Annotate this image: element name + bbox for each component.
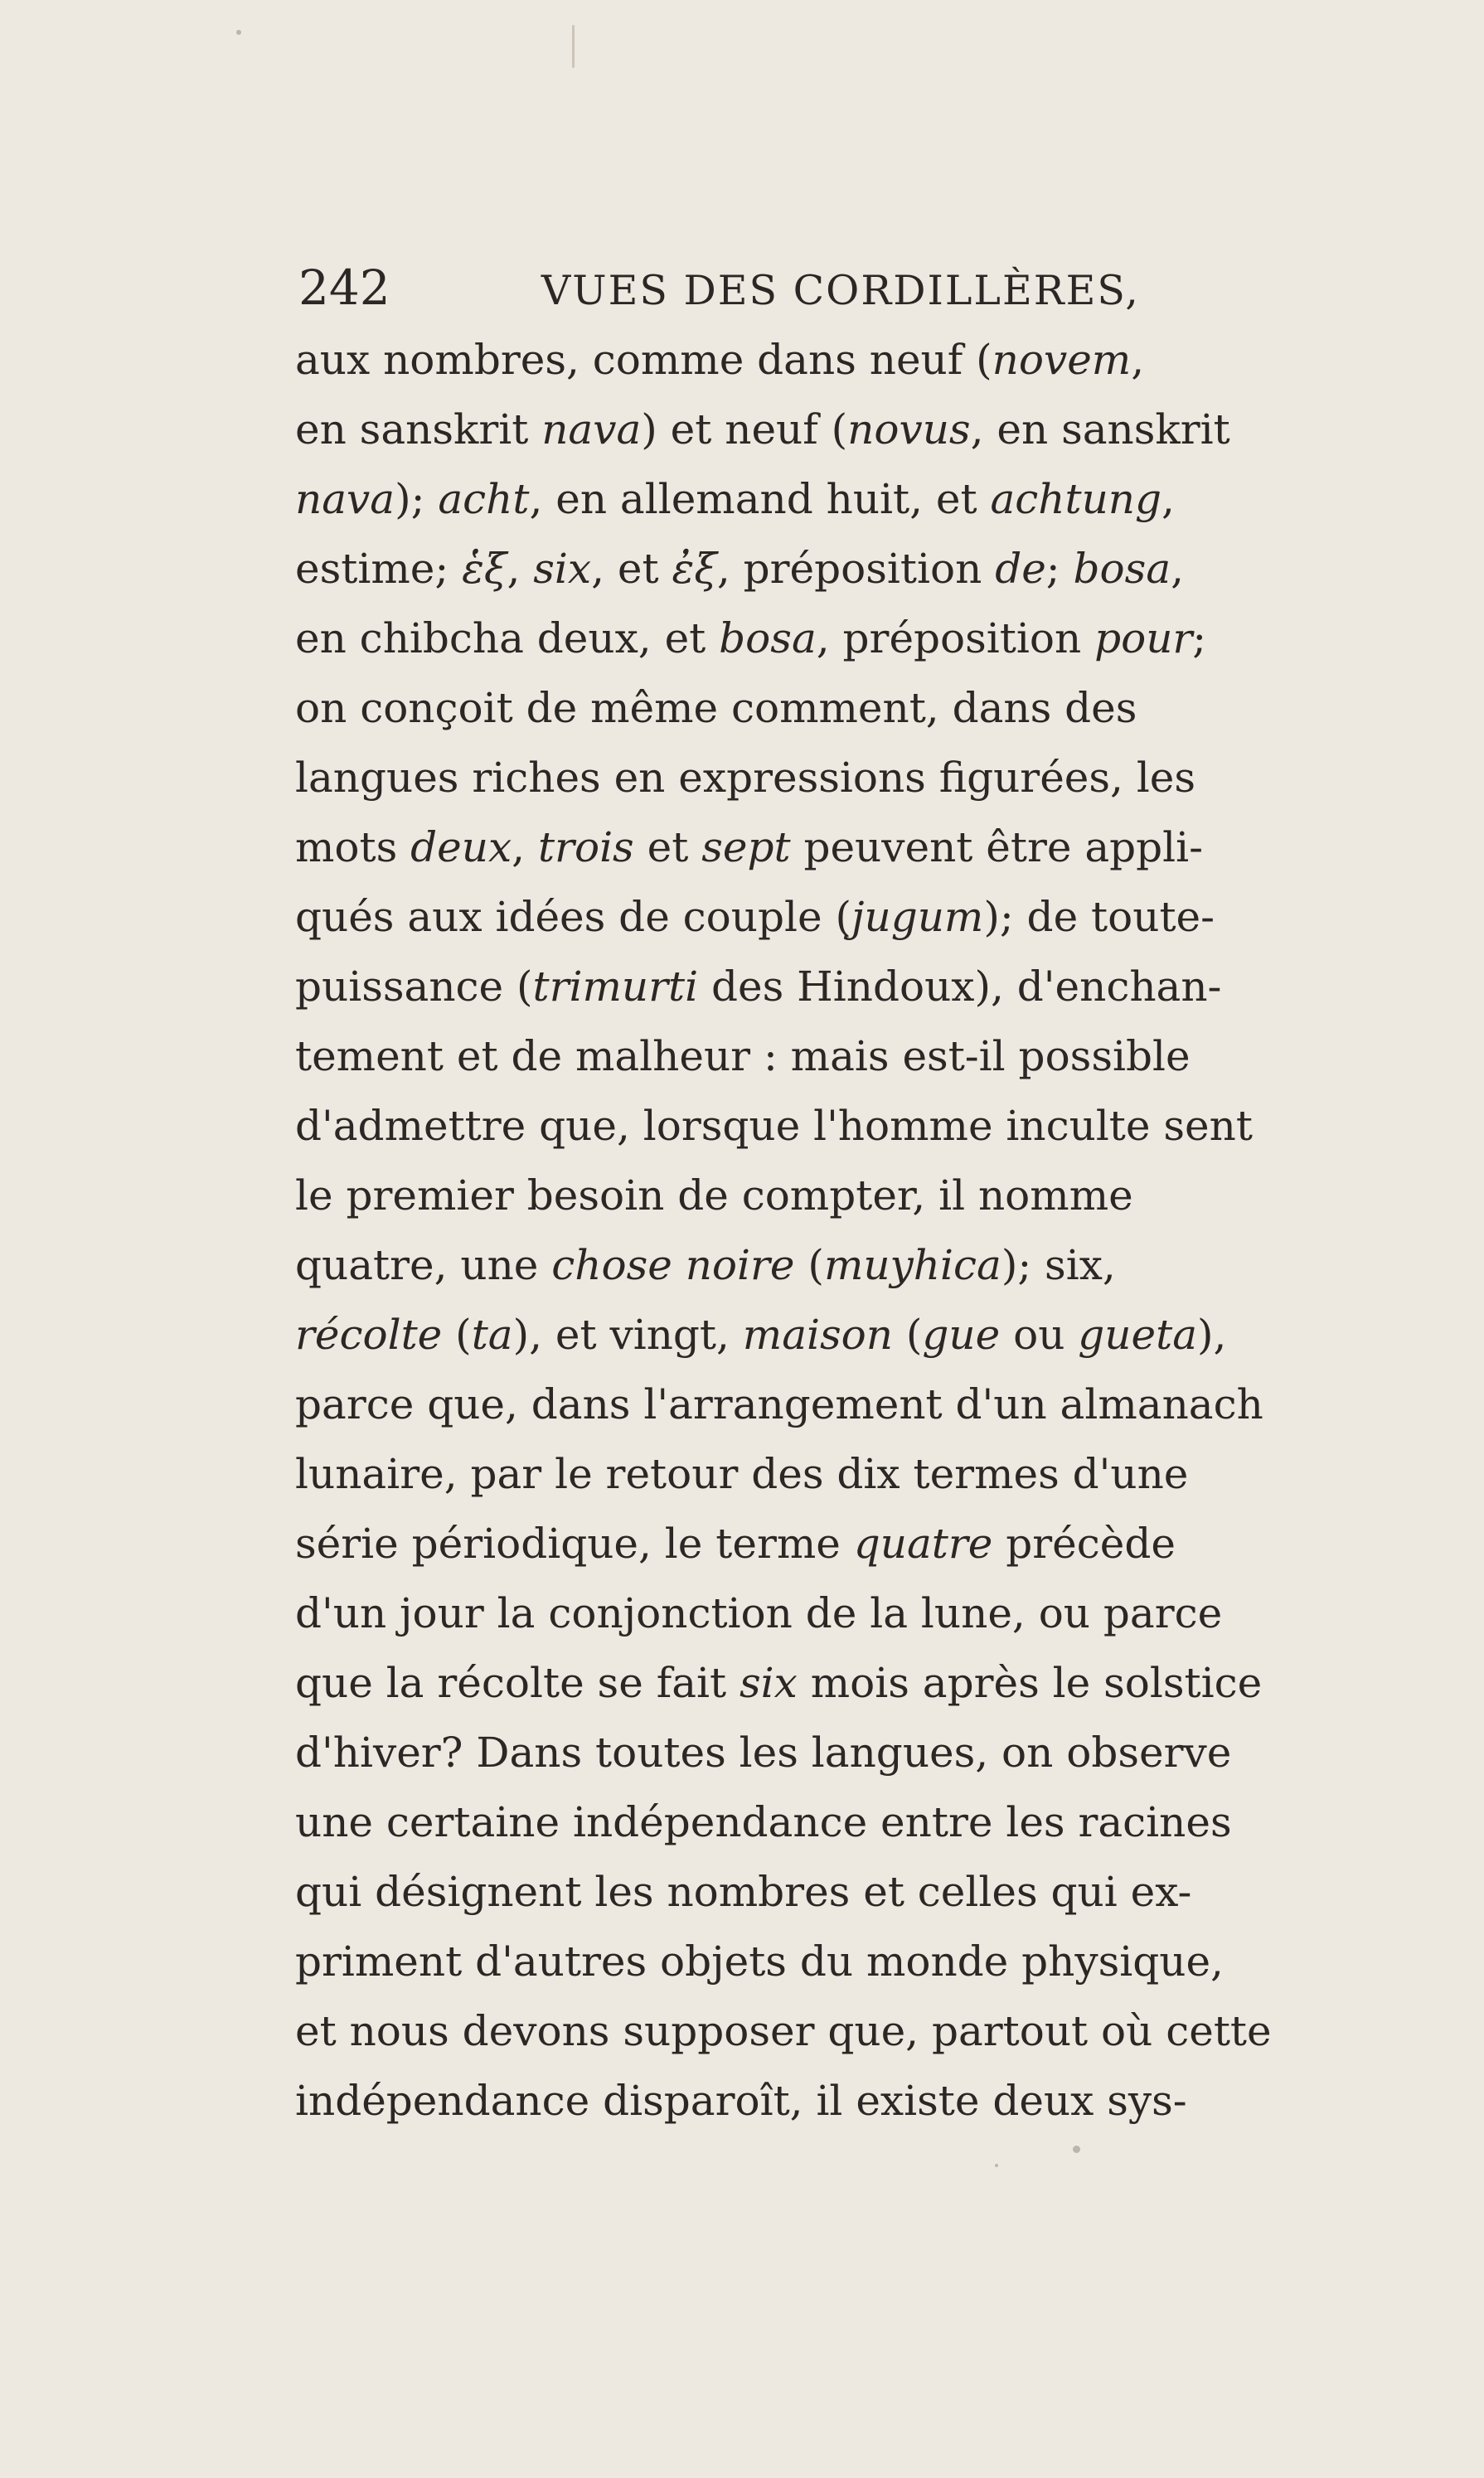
body-text	[295, 325, 1331, 2132]
paper-speck	[1073, 2146, 1080, 2153]
text-line	[295, 1161, 1331, 1230]
text-segment: d'un jour la conjonction de la lune, ou parce	[295, 1589, 1223, 1637]
text-segment: langues riches en expressions figurées, les	[295, 754, 1196, 802]
italic-text: novem	[992, 336, 1132, 384]
text-line	[295, 325, 1331, 395]
italic-text: de	[995, 545, 1046, 593]
text-line	[295, 1996, 1331, 2066]
italic-text: six	[533, 545, 592, 593]
text-segment: indépendance disparoît, il existe deux sys-	[295, 2077, 1187, 2125]
text-line	[295, 882, 1331, 952]
text-segment: ), et vingt,	[512, 1311, 743, 1359]
italic-text: achtung	[990, 475, 1161, 523]
text-segment: précède	[992, 1520, 1176, 1568]
text-segment: (	[794, 1241, 824, 1289]
text-segment: , en allemand huit, et	[529, 475, 991, 523]
text-line	[295, 1927, 1331, 1996]
text-line	[295, 1509, 1331, 1578]
page-number: 242	[298, 259, 390, 316]
text-line	[295, 1300, 1331, 1370]
text-segment: ;	[1045, 545, 1074, 593]
text-segment: mois après le solstice	[797, 1659, 1263, 1707]
italic-text: récolte	[295, 1311, 443, 1359]
italic-text: ἑξ	[462, 545, 507, 593]
text-line	[295, 812, 1331, 882]
italic-text: novus	[847, 405, 971, 453]
text-segment: d'hiver? Dans toutes les langues, on observe	[295, 1729, 1232, 1777]
italic-text: trois	[537, 823, 634, 871]
text-segment: priment d'autres objets du monde physique,	[295, 1937, 1224, 1986]
text-segment: en sanskrit	[295, 405, 542, 453]
paper-speck	[572, 25, 575, 68]
text-segment: quatre, une	[295, 1241, 552, 1289]
italic-text: jugum	[851, 893, 984, 941]
text-segment: lunaire, par le retour des dix termes d'une	[295, 1450, 1189, 1498]
text-segment: qués aux idées de couple (	[295, 893, 851, 941]
text-line	[295, 2066, 1331, 2132]
italic-text: gueta	[1078, 1311, 1197, 1359]
text-segment: ,	[507, 545, 534, 593]
text-segment: ;	[1192, 614, 1207, 662]
italic-text: deux	[410, 823, 512, 871]
text-segment: (	[892, 1311, 923, 1359]
text-segment: ,	[512, 823, 538, 871]
text-line	[295, 464, 1331, 534]
text-segment: ou	[1000, 1311, 1079, 1359]
italic-text: nava	[295, 475, 395, 523]
text-line	[295, 1578, 1331, 1648]
text-segment: ,	[1171, 545, 1185, 593]
text-line	[295, 952, 1331, 1021]
italic-text: six	[740, 1659, 798, 1707]
text-segment: , préposition	[816, 614, 1095, 662]
text-segment: peuvent être appli-	[790, 823, 1204, 871]
text-line	[295, 1021, 1331, 1091]
text-line	[295, 1439, 1331, 1509]
text-line	[295, 743, 1331, 812]
text-line	[295, 673, 1331, 743]
italic-text: sept	[701, 823, 791, 871]
page-header	[298, 250, 1140, 325]
text-line	[295, 1230, 1331, 1300]
text-segment: , préposition	[716, 545, 996, 593]
text-line	[295, 1091, 1331, 1161]
text-segment: le premier besoin de compter, il nomme	[295, 1171, 1133, 1220]
italic-text: gue	[922, 1311, 1001, 1359]
text-segment: série périodique, le terme	[295, 1520, 854, 1568]
text-segment: en chibcha deux, et	[295, 614, 720, 662]
text-line	[295, 395, 1331, 464]
text-line	[295, 1648, 1331, 1718]
text-segment: on conçoit de même comment, dans des	[295, 684, 1137, 732]
text-segment: tement et de malheur : mais est-il possible	[295, 1032, 1191, 1080]
italic-text: bosa	[1073, 545, 1171, 593]
italic-text: maison	[742, 1311, 893, 1359]
italic-text: ta	[471, 1311, 513, 1359]
text-segment: d'admettre que, lorsque l'homme inculte sent	[295, 1102, 1253, 1150]
text-line	[295, 1718, 1331, 1787]
text-segment: ); six,	[1001, 1241, 1116, 1289]
text-segment: ) et neuf (	[641, 405, 848, 453]
italic-text: muyhica	[823, 1241, 1001, 1289]
text-segment: et	[633, 823, 702, 871]
text-segment: aux nombres, comme dans neuf (	[295, 336, 992, 384]
text-segment: ),	[1197, 1311, 1227, 1359]
text-segment: ,	[1161, 475, 1175, 523]
text-segment: );	[395, 475, 439, 523]
text-segment: ); de toute-	[983, 893, 1215, 941]
text-segment: mots	[295, 823, 411, 871]
text-segment: , en sanskrit	[970, 405, 1230, 453]
text-segment: une certaine indépendance entre les racines	[295, 1798, 1232, 1846]
text-segment: des Hindoux), d'enchan-	[698, 963, 1222, 1011]
text-segment: (	[442, 1311, 472, 1359]
italic-text: ἐξ	[672, 545, 717, 593]
italic-text: nava	[541, 405, 642, 453]
text-segment: ,	[1131, 336, 1145, 384]
text-line	[295, 1370, 1331, 1439]
text-line	[295, 534, 1331, 604]
italic-text: chose noire	[551, 1241, 795, 1289]
italic-text: pour	[1094, 614, 1193, 662]
italic-text: acht	[438, 475, 530, 523]
text-segment: que la récolte se fait	[295, 1659, 740, 1707]
paper-speck	[995, 2164, 998, 2167]
text-segment: parce que, dans l'arrangement d'un almanach	[295, 1380, 1263, 1428]
text-line	[295, 1787, 1331, 1857]
text-line	[295, 604, 1331, 673]
italic-text: trimurti	[532, 963, 699, 1011]
text-line	[295, 1857, 1331, 1927]
text-segment: et nous devons supposer que, partout où cette	[295, 2007, 1272, 2055]
text-segment: , et	[591, 545, 672, 593]
running-head: VUES DES CORDILLÈRES,	[541, 267, 1140, 314]
paper-speck	[236, 30, 241, 35]
italic-text: quatre	[853, 1520, 993, 1568]
text-segment: qui désignent les nombres et celles qui ex-	[295, 1868, 1192, 1916]
text-segment: estime;	[295, 545, 463, 593]
text-segment: puissance (	[295, 963, 533, 1011]
italic-text: bosa	[719, 614, 817, 662]
